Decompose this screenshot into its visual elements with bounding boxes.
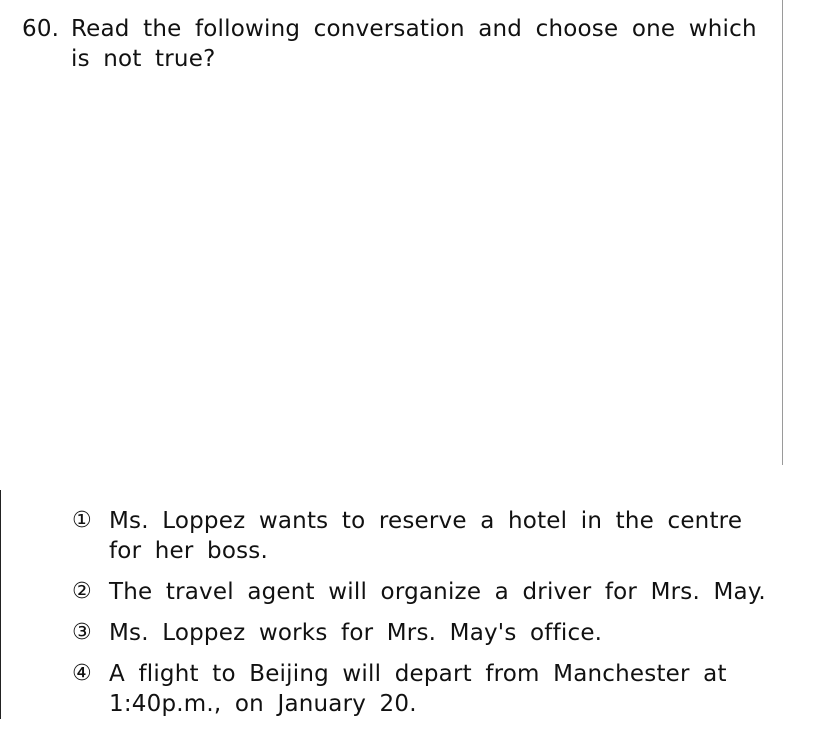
choice-marker-2: ② xyxy=(72,579,92,604)
choice-text-4: A flight to Beijing will depart from Manchester at 1:40p.m., on January 20. xyxy=(109,661,727,717)
answer-choices xyxy=(72,506,772,730)
choice-4[interactable] xyxy=(72,659,772,719)
column-divider-left xyxy=(0,490,1,719)
choice-marker-3: ③ xyxy=(72,620,92,645)
choice-text-1: Ms. Loppez wants to reserve a hotel in the centre for her boss. xyxy=(109,508,743,564)
question-60 xyxy=(22,14,762,74)
choice-text-3: Ms. Loppez works for Mrs. May's office. xyxy=(109,620,603,646)
column-divider-right xyxy=(782,0,783,465)
choice-marker-4: ④ xyxy=(72,661,92,686)
choice-marker-1: ① xyxy=(72,508,92,533)
choice-2[interactable] xyxy=(72,577,772,607)
question-number: 60. xyxy=(22,16,60,42)
choice-1[interactable] xyxy=(72,506,772,566)
choice-3[interactable] xyxy=(72,618,772,648)
choice-text-2: The travel agent will organize a driver for Mrs. May. xyxy=(109,579,766,605)
question-text: Read the following conversation and choose one which is not true? xyxy=(71,16,757,72)
